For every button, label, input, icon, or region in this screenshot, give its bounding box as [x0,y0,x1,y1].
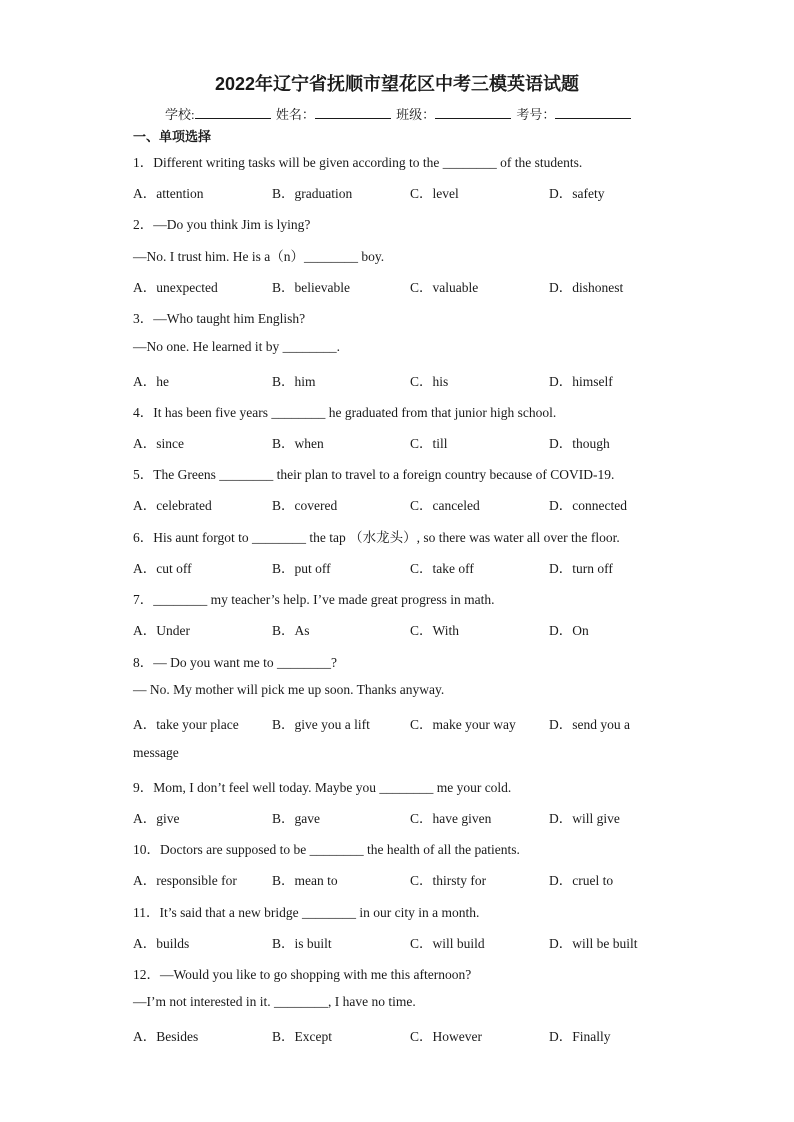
question-2-stem: 2．—Do you think Jim is lying? [133,217,311,232]
question-5-option-a: A．celebrated [133,498,212,513]
question-4-stem: 4．It has been five years ________ he graduated from that junior high school. [133,405,557,420]
question-6-option-c: C．take off [410,561,474,576]
question-3-stem: 3．—Who taught him English? [133,311,306,326]
class-label: 班级： [396,107,436,122]
question-1-option-a: A．attention [133,186,204,201]
question-9-option-b: B．gave [272,811,320,826]
question-2-option-b: B．believable [272,280,350,295]
question-8-stem-line2: — No. My mother will pick me up soon. Thanks anyway. [133,682,445,697]
question-11-option-d: D．will be built [549,936,638,951]
question-6-stem: 6．His aunt forgot to ________ the tap （水龙头）, so there was water all over the floor. [133,530,620,545]
question-11-stem: 11．It’s said that a new bridge ________ in our city in a month. [133,905,480,920]
question-5-option-b: B．covered [272,498,338,513]
question-12-option-d: D．Finally [549,1029,611,1044]
question-10-option-b: B．mean to [272,873,338,888]
question-7-option-a: A．Under [133,623,190,638]
question-4-option-c: C．till [410,436,448,451]
question-8-stem: 8．— Do you want me to ________? [133,655,337,670]
class-blank [435,106,511,119]
question-2-option-c: C．valuable [410,280,479,295]
question-2-stem-line2: —No. I trust him. He is a（n）________ boy. [133,249,385,264]
question-3-option-d: D．himself [549,374,613,389]
question-11-option-a: A．builds [133,936,190,951]
section-heading: 一、单项选择 [133,130,212,145]
question-12-option-a: A．Besides [133,1029,199,1044]
question-10-option-a: A．responsible for [133,873,237,888]
exam-number-label: 考号： [516,107,556,122]
question-5-option-c: C．canceled [410,498,480,513]
question-7-option-c: C．With [410,623,459,638]
question-1-option-c: C．level [410,186,459,201]
question-11-option-c: C．will build [410,936,485,951]
question-4-option-d: D．though [549,436,610,451]
question-9-option-c: C．have given [410,811,492,826]
question-1-option-b: B．graduation [272,186,353,201]
question-6-option-b: B．put off [272,561,331,576]
question-10-stem: 10．Doctors are supposed to be ________ the health of all the patients. [133,842,520,857]
question-10-option-c: C．thirsty for [410,873,487,888]
question-1-stem: 1．Different writing tasks will be given according to the ________ of the students. [133,155,583,170]
page-title: 2022年辽宁省抚顺市望花区中考三模英语试题 [214,74,580,94]
question-4-option-a: A．since [133,436,184,451]
question-12-option-c: C．However [410,1029,482,1044]
question-8-option-a: A．take your place [133,717,239,732]
question-5-option-d: D．connected [549,498,627,513]
question-7-stem: 7．________ my teacher’s help. I’ve made great progress in math. [133,592,495,607]
question-3-option-b: B．him [272,374,316,389]
exam-number-blank [555,106,631,119]
question-2-option-a: A．unexpected [133,280,218,295]
question-4-option-b: B．when [272,436,324,451]
question-10-option-d: D．cruel to [549,873,614,888]
question-9-option-d: D．will give [549,811,620,826]
student-info-line [165,104,633,123]
school-label: 学校: [165,107,195,122]
question-3-option-a: A．he [133,374,169,389]
question-1-option-d: D．safety [549,186,605,201]
question-9-option-a: A．give [133,811,180,826]
question-11-option-b: B．is built [272,936,332,951]
question-5-stem: 5．The Greens ________ their plan to travel to a foreign country because of COVID-19. [133,467,615,482]
name-blank [315,106,391,119]
question-2-option-d: D．dishonest [549,280,624,295]
question-3-option-c: C．his [410,374,449,389]
question-12-stem-line2: —I’m not interested in it. ________, I have no time. [133,994,416,1009]
question-3-stem-line2: —No one. He learned it by ________. [133,339,340,354]
question-7-option-d: D．On [549,623,589,638]
question-12-option-b: B．Except [272,1029,332,1044]
question-8-option-c: C．make your way [410,717,516,732]
question-8-option-d: D．send you a [549,717,630,732]
school-blank [195,106,271,119]
name-label: 姓名： [275,107,315,122]
question-7-option-b: B．As [272,623,310,638]
question-9-stem: 9．Mom, I don’t feel well today. Maybe you ________ me your cold. [133,780,512,795]
question-8-option-d-continuation: message [133,745,179,760]
question-8-option-b: B．give you a lift [272,717,370,732]
question-6-option-a: A．cut off [133,561,192,576]
question-6-option-d: D．turn off [549,561,613,576]
question-12-stem: 12．—Would you like to go shopping with me this afternoon? [133,967,472,982]
